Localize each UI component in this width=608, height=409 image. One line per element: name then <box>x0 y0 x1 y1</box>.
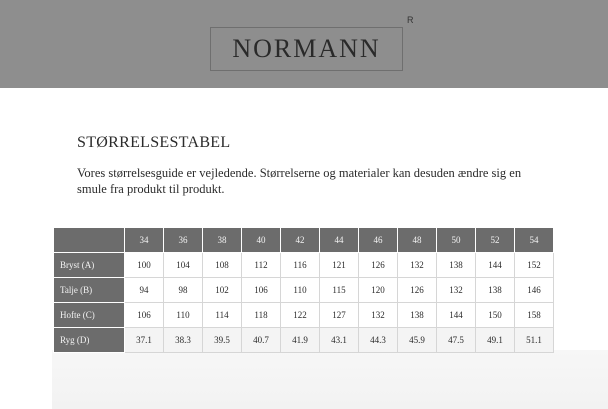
table-cell: 44.3 <box>359 328 398 353</box>
table-cell: 115 <box>320 278 359 303</box>
table-cell: 120 <box>359 278 398 303</box>
size-column-header: 52 <box>476 228 515 253</box>
table-cell: 138 <box>437 253 476 278</box>
table-cell: 98 <box>164 278 203 303</box>
table-row <box>54 278 554 303</box>
page-title: STØRRELSESTABEL <box>77 134 231 151</box>
size-column-header: 50 <box>437 228 476 253</box>
page-description: Vores størrelsesguide er vejledende. Størrelserne og materialer kan desuden ændre sig en smule fra produkt til produkt. <box>77 166 522 196</box>
table-cell: 121 <box>320 253 359 278</box>
size-column-header: 44 <box>320 228 359 253</box>
table-cell: 41.9 <box>281 328 320 353</box>
table-cell: 94 <box>125 278 164 303</box>
table-cell: 39.5 <box>203 328 242 353</box>
table-cell: 122 <box>281 303 320 328</box>
table-cell: 110 <box>281 278 320 303</box>
table-cell: 114 <box>203 303 242 328</box>
table-header-row <box>54 228 554 253</box>
table-cell: 138 <box>398 303 437 328</box>
table-cell: 45.9 <box>398 328 437 353</box>
table-cell: 104 <box>164 253 203 278</box>
table-cell: 100 <box>125 253 164 278</box>
table-cell: 126 <box>359 253 398 278</box>
row-label: Bryst (A) <box>54 253 125 278</box>
table-cell: 49.1 <box>476 328 515 353</box>
table-cell: 112 <box>242 253 281 278</box>
size-table <box>53 227 554 353</box>
row-label: Hofte (C) <box>54 303 125 328</box>
size-column-header: 40 <box>242 228 281 253</box>
table-cell: 144 <box>437 303 476 328</box>
registered-mark: R <box>407 15 414 25</box>
table-cell: 37.1 <box>125 328 164 353</box>
table-cell: 110 <box>164 303 203 328</box>
table-cell: 108 <box>203 253 242 278</box>
table-row <box>54 303 554 328</box>
table-cell: 126 <box>398 278 437 303</box>
table-cell: 132 <box>398 253 437 278</box>
table-cell: 116 <box>281 253 320 278</box>
table-cell: 106 <box>242 278 281 303</box>
row-label: Talje (B) <box>54 278 125 303</box>
background-panel <box>52 350 608 409</box>
table-corner-cell <box>54 228 125 253</box>
size-column-header: 36 <box>164 228 203 253</box>
table-cell: 43.1 <box>320 328 359 353</box>
table-cell: 150 <box>476 303 515 328</box>
size-column-header: 46 <box>359 228 398 253</box>
table-cell: 146 <box>515 278 554 303</box>
table-cell: 118 <box>242 303 281 328</box>
table-cell: 102 <box>203 278 242 303</box>
table-cell: 138 <box>476 278 515 303</box>
table-cell: 144 <box>476 253 515 278</box>
row-label: Ryg (D) <box>54 328 125 353</box>
brand-logo-text: NORMANN <box>232 34 381 63</box>
brand-logo[interactable] <box>210 27 403 71</box>
table-cell: 47.5 <box>437 328 476 353</box>
size-column-header: 54 <box>515 228 554 253</box>
table-cell: 127 <box>320 303 359 328</box>
size-column-header: 34 <box>125 228 164 253</box>
table-row <box>54 328 554 353</box>
table-cell: 158 <box>515 303 554 328</box>
site-header <box>0 0 608 88</box>
table-row <box>54 253 554 278</box>
table-cell: 40.7 <box>242 328 281 353</box>
table-cell: 152 <box>515 253 554 278</box>
table-cell: 106 <box>125 303 164 328</box>
table-cell: 51.1 <box>515 328 554 353</box>
size-column-header: 38 <box>203 228 242 253</box>
size-column-header: 48 <box>398 228 437 253</box>
table-cell: 38.3 <box>164 328 203 353</box>
table-cell: 132 <box>359 303 398 328</box>
size-column-header: 42 <box>281 228 320 253</box>
table-cell: 132 <box>437 278 476 303</box>
